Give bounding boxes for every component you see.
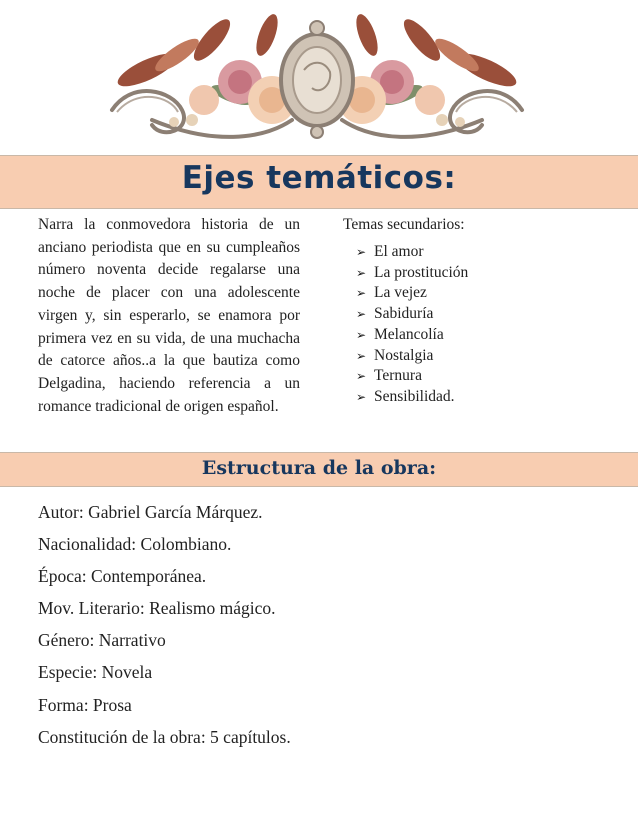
list-item: ➢ Sensibilidad. (356, 387, 603, 408)
fact-epoca: Época: Contemporánea. (38, 566, 207, 587)
fact-genero: Género: Narrativo (38, 630, 166, 651)
list-item: ➢ Sabiduría (356, 304, 603, 325)
secondary-themes-heading: Temas secundarios: (343, 216, 465, 233)
arrow-bullet-icon: ➢ (356, 307, 367, 322)
arrow-bullet-icon: ➢ (356, 369, 367, 384)
fact-nacionalidad: Nacionalidad: Colombiano. (38, 534, 232, 555)
list-item: ➢ Nostalgia (356, 346, 603, 367)
arrow-bullet-icon: ➢ (356, 265, 367, 280)
arrow-bullet-icon: ➢ (356, 286, 367, 301)
fact-forma: Forma: Prosa (38, 694, 132, 715)
list-item: ➢ La prostitución (356, 263, 603, 284)
secondary-themes-column (343, 214, 603, 408)
section-title-estructura: Estructura de la obra: (201, 457, 437, 479)
structure-facts-list (38, 501, 598, 758)
list-item: ➢ Melancolía (356, 325, 603, 346)
section-title-ejes: Ejes temáticos: (181, 160, 457, 196)
secondary-themes-list (343, 242, 603, 408)
list-item: ➢ La vejez (356, 283, 603, 304)
fact-constitucion: Constitución de la obra: 5 capítulos. (38, 726, 291, 747)
floral-ornament-icon (92, 0, 542, 152)
fact-especie: Especie: Novela (38, 662, 153, 683)
arrow-bullet-icon: ➢ (356, 327, 367, 342)
summary-paragraph: Narra la conmovedora historia de un anciano periodista que en su cumpleaños número noventa decide regalarse una noche de placer con una adolescente virgen y, sin esperarlo, se enamora por primera vez en su vida, de una muchacha de catorce años..a la que bautiza como Delgadina, haciendo referencia a un romance tradicional de origen español. (38, 216, 300, 415)
arrow-bullet-icon: ➢ (356, 244, 367, 259)
list-item: ➢ El amor (356, 242, 603, 263)
fact-movimiento: Mov. Literario: Realismo mágico. (38, 598, 276, 619)
arrow-bullet-icon: ➢ (356, 390, 367, 405)
arrow-bullet-icon: ➢ (356, 348, 367, 363)
list-item: ➢ Ternura (356, 366, 603, 387)
fact-autor: Autor: Gabriel García Márquez. (38, 502, 263, 522)
